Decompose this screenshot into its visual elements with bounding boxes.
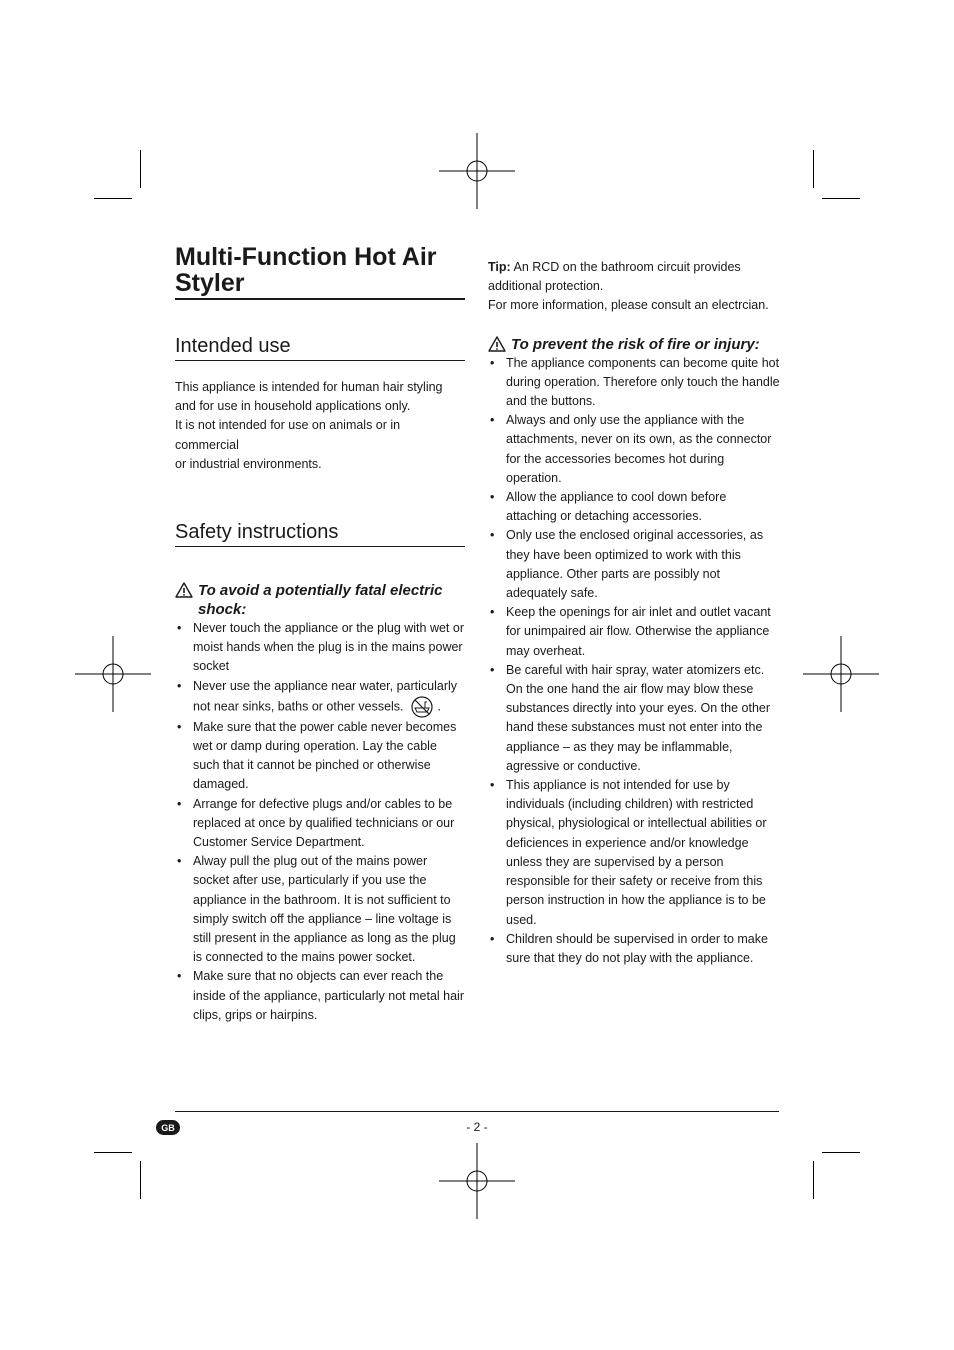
list-item (488, 354, 780, 412)
bullet: • (490, 778, 495, 793)
crop-mark (813, 150, 814, 188)
intended-use-line: and for use in household applications only. (175, 399, 411, 414)
list-item (488, 411, 780, 488)
bullet: • (490, 605, 495, 620)
registration-mark-icon (75, 636, 151, 712)
left-column (175, 244, 465, 1025)
registration-mark-icon (439, 1143, 515, 1219)
fire-warning-list (488, 354, 780, 969)
list-item-text: Allow the appliance to cool down before attaching or detaching accessories. (506, 490, 727, 524)
list-item-text: Alway pull the plug out of the mains power socket after use, particularly if you use the appliance in the bathroom. It is not sufficient to simply switch off the appliance – line voltage is still present in the appliance as long as the plug is connected to the mains power socket. (193, 854, 456, 965)
tip-more: For more information, please consult an electrcian. (488, 298, 769, 313)
list-item-text: The appliance components can become quite hot during operation. Therefore only touch the handle and the buttons. (506, 355, 780, 409)
list-item (488, 603, 780, 661)
footer-divider (175, 1111, 779, 1112)
intended-use-heading: Intended use (175, 334, 465, 361)
warning-triangle-icon (488, 336, 506, 352)
bullet: • (490, 355, 495, 370)
tip-text (488, 258, 780, 296)
shock-warning-heading (175, 581, 465, 619)
page-title: Multi-Function Hot Air Styler (175, 244, 465, 300)
registration-mark-icon (803, 636, 879, 712)
tip-body: An RCD on the bathroom circuit provides additional protection. (488, 260, 741, 294)
list-item (488, 661, 780, 776)
list-item (488, 488, 780, 526)
bullet: • (490, 490, 495, 505)
list-item (488, 776, 780, 930)
list-item-text: Only use the enclosed original accessories, as they have been optimized to work with this appliance. Other parts are possibly not adequately safe. (506, 528, 764, 601)
list-item-text: Children should be supervised in order to make sure that they do not play with the appliance. (506, 931, 768, 965)
list-item-text: Arrange for defective plugs and/or cables to be replaced at once by qualified technicians or our Customer Service Department. (193, 796, 455, 850)
language-badge: GB (156, 1120, 180, 1135)
bullet: • (177, 854, 182, 869)
list-item (175, 619, 465, 677)
bullet: • (177, 969, 182, 984)
list-item (175, 967, 465, 1025)
bullet: • (490, 413, 495, 428)
registration-mark-icon (439, 133, 515, 209)
list-item (488, 526, 780, 603)
list-item-text: Never touch the appliance or the plug with wet or moist hands when the plug is in the mains power socket (193, 621, 464, 674)
bullet: • (177, 678, 182, 693)
tip-label: Tip: (488, 260, 511, 274)
crop-mark (822, 1152, 860, 1153)
list-item (488, 930, 780, 968)
list-item (175, 718, 465, 795)
shock-warning-title: To avoid a potentially fatal electric shock: (198, 582, 443, 619)
fire-warning-heading (488, 335, 780, 354)
intended-use-line: or industrial environments. (175, 456, 322, 471)
list-item (175, 677, 465, 718)
list-item-text: Make sure that no objects can ever reach the inside of the appliance, particularly not metal hair clips, grips or hairpins. (193, 969, 464, 1022)
crop-mark (822, 198, 860, 199)
list-item-text: Make sure that the power cable never becomes wet or damp during operation. Lay the cable such that it cannot be pinched or otherwise damaged. (193, 719, 457, 792)
intended-use-line: It is not intended for use on animals or in commercial (175, 418, 401, 452)
list-item (175, 795, 465, 853)
bullet: • (490, 931, 495, 946)
list-item-text: This appliance is not intended for use by individuals (including children) with restricted physical, physiological or intellectual abilities or deficiences in experience and/or knowledge unless they are supervised by a person responsible for their safety or receive from this person instruction in how the appliance is to be used. (506, 778, 767, 927)
crop-mark (140, 1161, 141, 1199)
intended-use-line: This appliance is intended for human hair styling (175, 380, 443, 394)
crop-mark (94, 198, 132, 199)
list-item-text: Always and only use the appliance with the attachments, never on its own, as the connector for the accessories becomes hot during operation. (506, 413, 772, 485)
list-item-text: Be careful with hair spray, water atomizers etc. On the one hand the air flow may blow these substances directly into your eyes. On the other hand these substances must not enter into the appliance – as they may be inflammable, agressive or conductive. (506, 662, 771, 773)
list-item-text: Never use the appliance near water, particularly not near sinks, baths or other vessels. (193, 678, 458, 714)
bullet: • (177, 621, 182, 636)
fire-warning-title: To prevent the risk of fire or injury: (511, 335, 760, 353)
safety-instructions-heading: Safety instructions (175, 520, 465, 547)
list-item-text: Keep the openings for air inlet and outlet vacant for unimpaired air flow. Otherwise the appliance may overheat. (506, 605, 771, 658)
crop-mark (140, 150, 141, 188)
crop-mark (94, 1152, 132, 1153)
crop-mark (813, 1161, 814, 1199)
no-bath-icon (410, 696, 434, 718)
intended-use-text (175, 378, 465, 474)
bullet: • (177, 796, 182, 811)
list-item (175, 852, 465, 967)
shock-warning-list (175, 619, 465, 1025)
list-item-period: . (437, 699, 442, 714)
bullet: • (177, 719, 182, 734)
page-number: - 2 - (466, 1120, 488, 1134)
bullet: • (490, 528, 495, 543)
bullet: • (490, 662, 495, 677)
right-column (488, 258, 780, 968)
warning-triangle-icon (175, 582, 193, 598)
